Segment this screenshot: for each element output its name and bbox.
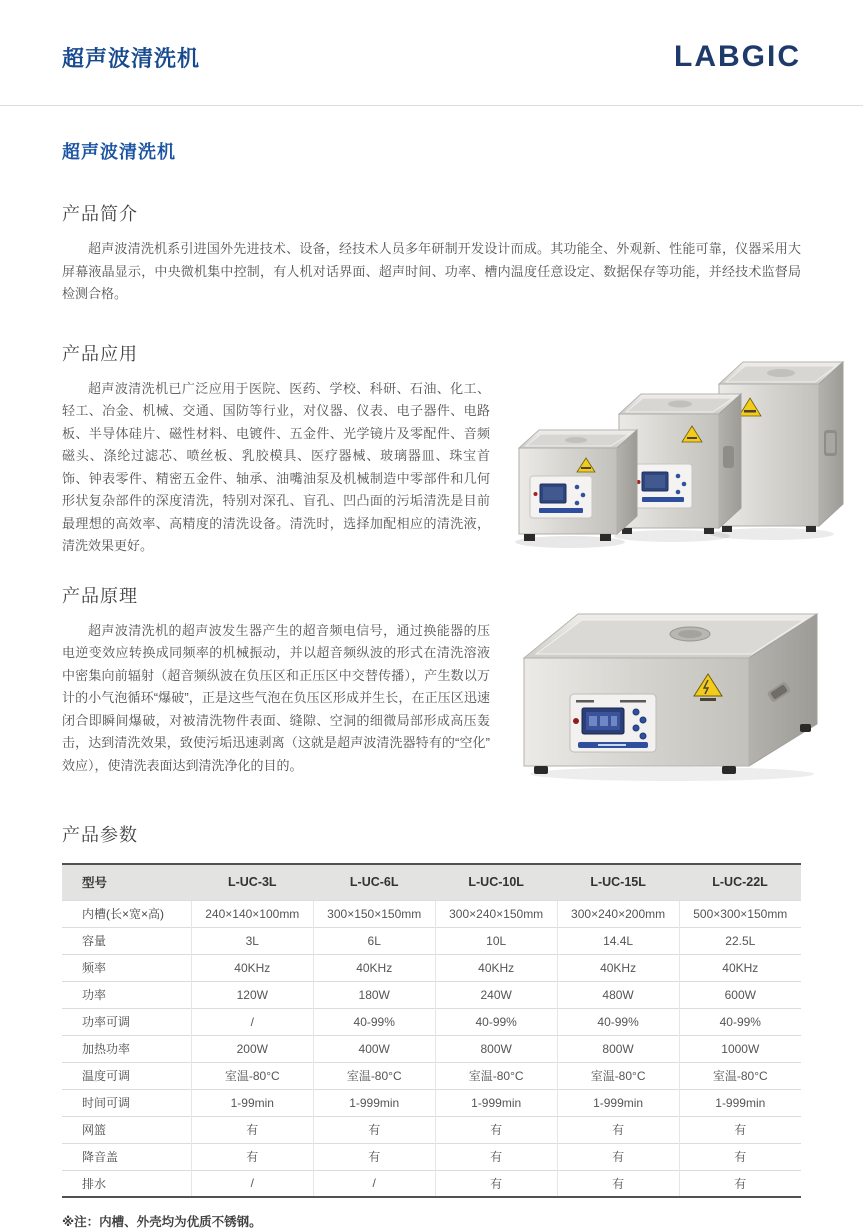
spec-value-cell: 1-999min (435, 1089, 557, 1116)
spec-table-body (62, 900, 801, 1197)
spec-value-cell: 480W (557, 981, 679, 1008)
spec-value-cell: 有 (435, 1116, 557, 1143)
content (0, 138, 863, 1230)
table-row (62, 1116, 801, 1143)
spec-value-cell: 14.4L (557, 927, 679, 954)
spec-value-cell: 120W (191, 981, 313, 1008)
spec-label-cell: 网篮 (62, 1116, 191, 1143)
spec-value-cell: 40KHz (313, 954, 435, 981)
spec-value-cell: 400W (313, 1035, 435, 1062)
application-paragraph: 超声波清洗机已广泛应用于医院、医药、学校、科研、石油、化工、轻工、冶金、机械、交通、国防等行业，对仪器、仪表、电子器件、电路板、半导体硅片、磁性材料、电镀件、五金件、光学镜片及零配件、音频磁头、涤纶过滤芯、喷丝板、乳胶模具、医疗器械、玻璃器皿、珠宝首饰、钟表零件、精密五金件、轴承、油嘴油泵及机械制造中零部件和几何形状复杂部件的深度清洗，特别对深孔、盲孔、凹凸面的污垢清洗是目前最理想的高效率、高精度的清洗设备。清洗时，选择加配相应的清洗液，清洗效果更好。 (62, 380, 490, 553)
table-row (62, 1170, 801, 1197)
spec-value-cell: 1-999min (557, 1089, 679, 1116)
section-parameters (62, 821, 801, 1230)
spec-value-cell: 22.5L (679, 927, 801, 954)
spec-value-cell: 40-99% (679, 1008, 801, 1035)
spec-value-cell: 40KHz (191, 954, 313, 981)
application-heading: 产品应用 (62, 343, 138, 364)
spec-value-cell: 300×240×200mm (557, 900, 679, 927)
spec-value-cell: 1-999min (313, 1089, 435, 1116)
spec-value-cell: 40KHz (679, 954, 801, 981)
spec-value-cell: 40KHz (557, 954, 679, 981)
table-row (62, 1143, 801, 1170)
spec-value-cell: / (191, 1008, 313, 1035)
table-row (62, 927, 801, 954)
intro-heading: 产品简介 (62, 204, 138, 224)
labgic-logo: LABGIC (674, 39, 801, 73)
spec-label-cell: 功率 (62, 981, 191, 1008)
spec-value-cell: 室温-80°C (313, 1062, 435, 1089)
spec-value-cell: 240W (435, 981, 557, 1008)
spec-column-header: L-UC-6L (313, 864, 435, 900)
spec-column-header: L-UC-15L (557, 864, 679, 900)
product-title: 超声波清洗机 (62, 142, 176, 162)
spec-value-cell: 1-999min (679, 1089, 801, 1116)
table-row (62, 1008, 801, 1035)
spec-label-cell: 内槽(长×宽×高) (62, 900, 191, 927)
spec-value-cell: 800W (435, 1035, 557, 1062)
spec-label-cell: 功率可调 (62, 1008, 191, 1035)
intro-paragraph: 超声波清洗机系引进国外先进技术、设备，经技术人员多年研制开发设计而成。其功能全、外观新、性能可靠，仪器采用大屏幕液晶显示，中央微机集中控制，有人机对话界面、超声时间、功率、槽内温度任意设定、数据保存等功能，并经技术监督局检测合格。 (62, 241, 801, 301)
principle-paragraph: 超声波清洗机的超声波发生器产生的超音频电信号，通过换能器的压电逆变效应转换成同频率的机械振动，并以超音频纵波的形式在清洗溶液中密集向前辐射（超音频纵波在负压区和正压区中交替传播），产生数以万计的小气泡循环“爆破”，正是这些气泡在负压区形成并生长，在正压区迅速闭合即瞬间爆破，对被清洗物件表面、缝隙、空洞的细微局部形成高压轰击，达到清洗效果，致使污垢迅速剥离（这就是超声波清洗器特有的“空化”效应），使清洗表面达到清洗净化的目的。 (62, 622, 490, 773)
section-application (62, 340, 801, 558)
spec-value-cell: 800W (557, 1035, 679, 1062)
spec-value-cell: 室温-80°C (679, 1062, 801, 1089)
spec-value-cell: 有 (679, 1170, 801, 1197)
principle-heading: 产品原理 (62, 585, 138, 606)
page-title: 超声波清洗机 (62, 46, 201, 71)
spec-value-cell: 180W (313, 981, 435, 1008)
spec-value-cell: 室温-80°C (191, 1062, 313, 1089)
spec-value-cell: 3L (191, 927, 313, 954)
spec-value-cell: / (313, 1170, 435, 1197)
spec-table (62, 863, 801, 1198)
page-header (0, 0, 863, 106)
spec-value-cell: 有 (679, 1143, 801, 1170)
section-principle (62, 582, 801, 778)
table-row (62, 1089, 801, 1116)
table-row (62, 981, 801, 1008)
spec-value-cell: 1-99min (191, 1089, 313, 1116)
spec-label-cell: 排水 (62, 1170, 191, 1197)
spec-value-cell: 600W (679, 981, 801, 1008)
spec-value-cell: 40KHz (435, 954, 557, 981)
spec-value-cell: / (191, 1170, 313, 1197)
spec-column-header: L-UC-10L (435, 864, 557, 900)
spec-table-header-row (62, 864, 801, 900)
table-row (62, 954, 801, 981)
spec-label-cell: 频率 (62, 954, 191, 981)
spec-label-cell: 降音盖 (62, 1143, 191, 1170)
spec-value-cell: 有 (191, 1116, 313, 1143)
parameters-heading: 产品参数 (62, 825, 138, 845)
spec-column-header: L-UC-3L (191, 864, 313, 900)
spec-value-cell: 有 (557, 1116, 679, 1143)
spec-value-cell: 500×300×150mm (679, 900, 801, 927)
table-row (62, 900, 801, 927)
spec-value-cell: 10L (435, 927, 557, 954)
spec-column-header: L-UC-22L (679, 864, 801, 900)
spec-label-cell: 加热功率 (62, 1035, 191, 1062)
spec-value-cell: 40-99% (313, 1008, 435, 1035)
spec-value-cell: 室温-80°C (557, 1062, 679, 1089)
spec-column-header: 型号 (62, 864, 191, 900)
table-row (62, 1062, 801, 1089)
spec-value-cell: 有 (191, 1143, 313, 1170)
spec-value-cell: 240×140×100mm (191, 900, 313, 927)
spec-value-cell: 有 (313, 1116, 435, 1143)
spec-value-cell: 有 (557, 1143, 679, 1170)
spec-value-cell: 300×150×150mm (313, 900, 435, 927)
spec-value-cell: 有 (435, 1170, 557, 1197)
spec-value-cell: 室温-80°C (435, 1062, 557, 1089)
spec-value-cell: 有 (557, 1170, 679, 1197)
spec-value-cell: 40-99% (435, 1008, 557, 1035)
table-row (62, 1035, 801, 1062)
footnote: ※注：内槽、外壳均为优质不锈钢。 (62, 1215, 262, 1229)
spec-value-cell: 6L (313, 927, 435, 954)
spec-label-cell: 容量 (62, 927, 191, 954)
section-intro (62, 200, 801, 306)
spec-value-cell: 有 (679, 1116, 801, 1143)
spec-value-cell: 200W (191, 1035, 313, 1062)
spec-value-cell: 1000W (679, 1035, 801, 1062)
spec-value-cell: 40-99% (557, 1008, 679, 1035)
spec-label-cell: 温度可调 (62, 1062, 191, 1089)
spec-value-cell: 有 (435, 1143, 557, 1170)
spec-value-cell: 300×240×150mm (435, 900, 557, 927)
spec-value-cell: 有 (313, 1143, 435, 1170)
spec-label-cell: 时间可调 (62, 1089, 191, 1116)
product-image-large-model (490, 582, 801, 778)
product-image-three-models (490, 340, 801, 558)
